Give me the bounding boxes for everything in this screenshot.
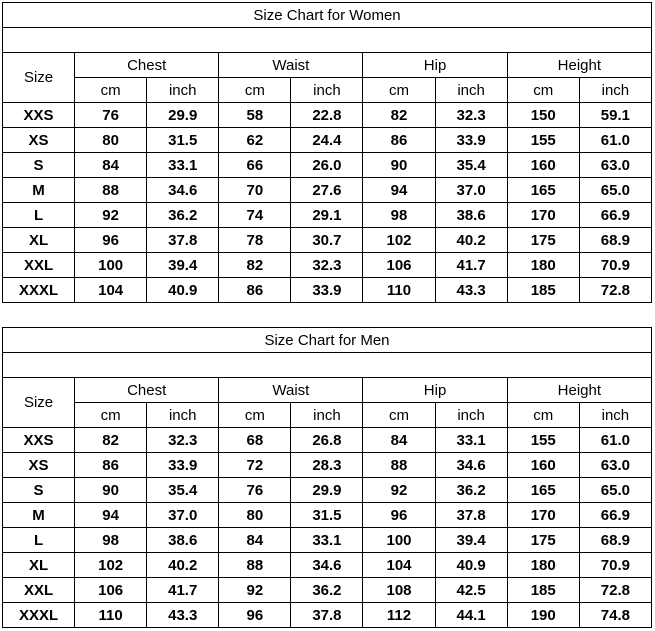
value-cell: 112 xyxy=(363,603,435,628)
value-cell: 170 xyxy=(507,203,579,228)
value-cell: 33.9 xyxy=(291,278,363,303)
value-cell: 88 xyxy=(219,553,291,578)
value-cell: 185 xyxy=(507,278,579,303)
value-cell: 24.4 xyxy=(291,128,363,153)
value-cell: 31.5 xyxy=(291,503,363,528)
value-cell: 108 xyxy=(363,578,435,603)
value-cell: 106 xyxy=(363,253,435,278)
value-cell: 65.0 xyxy=(579,478,651,503)
value-cell: 90 xyxy=(75,478,147,503)
value-cell: 92 xyxy=(363,478,435,503)
table-row xyxy=(3,503,652,528)
value-cell: 39.4 xyxy=(435,528,507,553)
value-cell: 40.9 xyxy=(435,553,507,578)
value-cell: 82 xyxy=(75,428,147,453)
value-cell: 26.8 xyxy=(291,428,363,453)
size-header: Size xyxy=(3,378,75,428)
value-cell: 190 xyxy=(507,603,579,628)
value-cell: 155 xyxy=(507,428,579,453)
value-cell: 86 xyxy=(219,278,291,303)
value-cell: 61.0 xyxy=(579,428,651,453)
unit-header-inch: inch xyxy=(579,78,651,103)
value-cell: 90 xyxy=(363,153,435,178)
unit-header-cm: cm xyxy=(507,403,579,428)
value-cell: 62 xyxy=(219,128,291,153)
value-cell: 94 xyxy=(363,178,435,203)
value-cell: 70.9 xyxy=(579,253,651,278)
value-cell: 58 xyxy=(219,103,291,128)
value-cell: 86 xyxy=(363,128,435,153)
table-row xyxy=(3,603,652,628)
value-cell: 29.9 xyxy=(147,103,219,128)
group-header-height: Height xyxy=(507,378,651,403)
group-header-height: Height xyxy=(507,53,651,78)
women-size-table xyxy=(2,2,652,303)
value-cell: 41.7 xyxy=(435,253,507,278)
value-cell: 165 xyxy=(507,478,579,503)
value-cell: 88 xyxy=(363,453,435,478)
table-row xyxy=(3,578,652,603)
table-row xyxy=(3,128,652,153)
value-cell: 36.2 xyxy=(435,478,507,503)
value-cell: 38.6 xyxy=(147,528,219,553)
value-cell: 40.2 xyxy=(147,553,219,578)
value-cell: 160 xyxy=(507,153,579,178)
value-cell: 29.1 xyxy=(291,203,363,228)
unit-header-cm: cm xyxy=(363,403,435,428)
value-cell: 37.0 xyxy=(435,178,507,203)
value-cell: 26.0 xyxy=(291,153,363,178)
spacer-row xyxy=(3,28,652,53)
group-header-waist: Waist xyxy=(219,378,363,403)
value-cell: 32.3 xyxy=(147,428,219,453)
size-cell: S xyxy=(3,478,75,503)
value-cell: 70 xyxy=(219,178,291,203)
group-header-hip: Hip xyxy=(363,378,507,403)
value-cell: 82 xyxy=(363,103,435,128)
unit-header-inch: inch xyxy=(435,403,507,428)
size-cell: XS xyxy=(3,128,75,153)
value-cell: 185 xyxy=(507,578,579,603)
value-cell: 32.3 xyxy=(435,103,507,128)
value-cell: 68.9 xyxy=(579,228,651,253)
unit-header-inch: inch xyxy=(291,403,363,428)
size-cell: XL xyxy=(3,228,75,253)
value-cell: 29.9 xyxy=(291,478,363,503)
value-cell: 37.0 xyxy=(147,503,219,528)
unit-header-inch: inch xyxy=(579,403,651,428)
value-cell: 100 xyxy=(363,528,435,553)
unit-header-inch: inch xyxy=(435,78,507,103)
value-cell: 32.3 xyxy=(291,253,363,278)
unit-header-cm: cm xyxy=(363,78,435,103)
value-cell: 33.1 xyxy=(147,153,219,178)
value-cell: 160 xyxy=(507,453,579,478)
value-cell: 96 xyxy=(219,603,291,628)
value-cell: 34.6 xyxy=(435,453,507,478)
value-cell: 43.3 xyxy=(147,603,219,628)
value-cell: 110 xyxy=(75,603,147,628)
value-cell: 92 xyxy=(219,578,291,603)
men-size-table xyxy=(2,327,652,628)
value-cell: 34.6 xyxy=(147,178,219,203)
table-row xyxy=(3,178,652,203)
value-cell: 80 xyxy=(75,128,147,153)
unit-header-inch: inch xyxy=(147,403,219,428)
size-cell: XXXL xyxy=(3,603,75,628)
value-cell: 44.1 xyxy=(435,603,507,628)
value-cell: 84 xyxy=(363,428,435,453)
size-cell: XL xyxy=(3,553,75,578)
group-header-waist: Waist xyxy=(219,53,363,78)
value-cell: 94 xyxy=(75,503,147,528)
value-cell: 100 xyxy=(75,253,147,278)
value-cell: 34.6 xyxy=(291,553,363,578)
table-title: Size Chart for Women xyxy=(3,3,652,28)
value-cell: 33.1 xyxy=(291,528,363,553)
value-cell: 102 xyxy=(75,553,147,578)
value-cell: 38.6 xyxy=(435,203,507,228)
value-cell: 27.6 xyxy=(291,178,363,203)
value-cell: 84 xyxy=(75,153,147,178)
value-cell: 42.5 xyxy=(435,578,507,603)
group-header-chest: Chest xyxy=(75,378,219,403)
table-row xyxy=(3,103,652,128)
value-cell: 36.2 xyxy=(291,578,363,603)
value-cell: 175 xyxy=(507,528,579,553)
value-cell: 165 xyxy=(507,178,579,203)
unit-header-inch: inch xyxy=(291,78,363,103)
table-row xyxy=(3,528,652,553)
value-cell: 80 xyxy=(219,503,291,528)
value-cell: 84 xyxy=(219,528,291,553)
unit-header-inch: inch xyxy=(147,78,219,103)
value-cell: 37.8 xyxy=(435,503,507,528)
value-cell: 86 xyxy=(75,453,147,478)
title-row xyxy=(3,328,652,353)
size-cell: XXL xyxy=(3,578,75,603)
size-cell: M xyxy=(3,503,75,528)
value-cell: 150 xyxy=(507,103,579,128)
table-row xyxy=(3,253,652,278)
value-cell: 37.8 xyxy=(147,228,219,253)
table-row xyxy=(3,453,652,478)
unit-header-cm: cm xyxy=(219,403,291,428)
group-header-chest: Chest xyxy=(75,53,219,78)
value-cell: 104 xyxy=(75,278,147,303)
value-cell: 78 xyxy=(219,228,291,253)
value-cell: 98 xyxy=(75,528,147,553)
unit-header-cm: cm xyxy=(219,78,291,103)
value-cell: 74.8 xyxy=(579,603,651,628)
value-cell: 41.7 xyxy=(147,578,219,603)
value-cell: 33.9 xyxy=(147,453,219,478)
value-cell: 40.2 xyxy=(435,228,507,253)
value-cell: 37.8 xyxy=(291,603,363,628)
value-cell: 88 xyxy=(75,178,147,203)
value-cell: 92 xyxy=(75,203,147,228)
value-cell: 43.3 xyxy=(435,278,507,303)
unit-header-row xyxy=(3,78,652,103)
size-header: Size xyxy=(3,53,75,103)
value-cell: 74 xyxy=(219,203,291,228)
title-row xyxy=(3,3,652,28)
size-cell: L xyxy=(3,528,75,553)
size-cell: XXS xyxy=(3,103,75,128)
table-title: Size Chart for Men xyxy=(3,328,652,353)
value-cell: 110 xyxy=(363,278,435,303)
group-header-row xyxy=(3,53,652,78)
value-cell: 35.4 xyxy=(435,153,507,178)
value-cell: 72.8 xyxy=(579,278,651,303)
value-cell: 63.0 xyxy=(579,153,651,178)
table-row xyxy=(3,228,652,253)
value-cell: 31.5 xyxy=(147,128,219,153)
value-cell: 30.7 xyxy=(291,228,363,253)
value-cell: 22.8 xyxy=(291,103,363,128)
value-cell: 66 xyxy=(219,153,291,178)
value-cell: 76 xyxy=(219,478,291,503)
table-row xyxy=(3,278,652,303)
value-cell: 65.0 xyxy=(579,178,651,203)
value-cell: 35.4 xyxy=(147,478,219,503)
value-cell: 175 xyxy=(507,228,579,253)
value-cell: 36.2 xyxy=(147,203,219,228)
size-cell: L xyxy=(3,203,75,228)
value-cell: 66.9 xyxy=(579,203,651,228)
group-header-row xyxy=(3,378,652,403)
value-cell: 33.9 xyxy=(435,128,507,153)
value-cell: 33.1 xyxy=(435,428,507,453)
size-cell: XS xyxy=(3,453,75,478)
value-cell: 61.0 xyxy=(579,128,651,153)
value-cell: 170 xyxy=(507,503,579,528)
unit-header-cm: cm xyxy=(75,78,147,103)
value-cell: 63.0 xyxy=(579,453,651,478)
value-cell: 98 xyxy=(363,203,435,228)
value-cell: 96 xyxy=(75,228,147,253)
value-cell: 68.9 xyxy=(579,528,651,553)
value-cell: 180 xyxy=(507,253,579,278)
table-row xyxy=(3,553,652,578)
value-cell: 68 xyxy=(219,428,291,453)
value-cell: 104 xyxy=(363,553,435,578)
value-cell: 106 xyxy=(75,578,147,603)
value-cell: 28.3 xyxy=(291,453,363,478)
value-cell: 96 xyxy=(363,503,435,528)
table-row xyxy=(3,153,652,178)
value-cell: 72 xyxy=(219,453,291,478)
spacer-row xyxy=(3,353,652,378)
value-cell: 102 xyxy=(363,228,435,253)
table-row xyxy=(3,428,652,453)
value-cell: 59.1 xyxy=(579,103,651,128)
value-cell: 39.4 xyxy=(147,253,219,278)
size-cell: XXXL xyxy=(3,278,75,303)
value-cell: 66.9 xyxy=(579,503,651,528)
unit-header-cm: cm xyxy=(507,78,579,103)
value-cell: 72.8 xyxy=(579,578,651,603)
value-cell: 180 xyxy=(507,553,579,578)
value-cell: 40.9 xyxy=(147,278,219,303)
value-cell: 82 xyxy=(219,253,291,278)
spacer-cell xyxy=(3,353,652,378)
unit-header-row xyxy=(3,403,652,428)
value-cell: 76 xyxy=(75,103,147,128)
size-cell: XXS xyxy=(3,428,75,453)
size-cell: S xyxy=(3,153,75,178)
group-header-hip: Hip xyxy=(363,53,507,78)
size-cell: XXL xyxy=(3,253,75,278)
unit-header-cm: cm xyxy=(75,403,147,428)
size-cell: M xyxy=(3,178,75,203)
spacer-cell xyxy=(3,28,652,53)
table-row xyxy=(3,478,652,503)
table-row xyxy=(3,203,652,228)
value-cell: 70.9 xyxy=(579,553,651,578)
value-cell: 155 xyxy=(507,128,579,153)
